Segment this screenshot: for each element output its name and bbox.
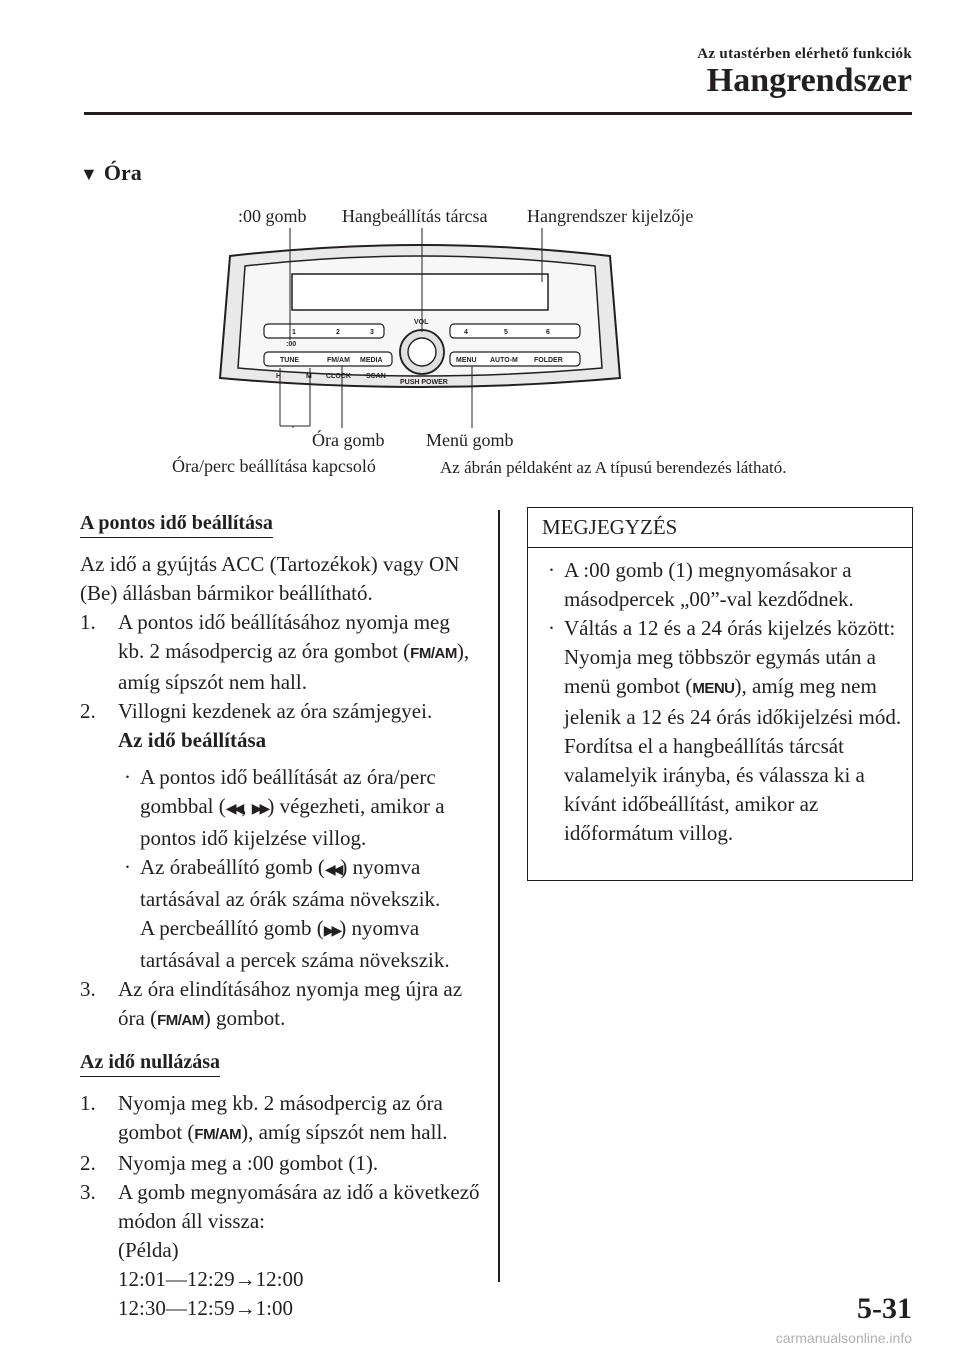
callout-display: Hangrendszer kijelzője: [527, 206, 694, 226]
panel-vol: VOL: [414, 319, 429, 326]
intro-paragraph: Az idő a gyújtás ACC (Tartozékok) vagy ON (Be) állásban bármikor beállítható.: [80, 552, 460, 605]
panel-preset-5: 5: [504, 329, 508, 336]
header-title: Hangrendszer: [706, 62, 912, 99]
panel-fmam: FM/AM: [327, 357, 350, 364]
note-box: [527, 507, 913, 881]
bullet-1: · A pontos idő beállítását az óra/perc gombbal (◀◀, ▶▶) végezheti, amikor a pontos idő kijelzése villog.: [124, 765, 445, 850]
panel-auto-m: AUTO-M: [490, 357, 518, 364]
panel-h: H: [276, 373, 282, 380]
note-body: [528, 548, 912, 848]
step-1: 1. A pontos idő beállításához nyomja meg kb. 2 másodpercig az óra gombot (FM/AM), amíg sípszót nem hall.: [80, 610, 470, 694]
callout-zero-button: :00 gomb: [238, 206, 307, 226]
panel-preset-6: 6: [546, 329, 550, 336]
callout-menu-button: Menü gomb: [426, 430, 514, 450]
menu-key-icon: MENU: [692, 680, 735, 697]
fmam-key-icon: FM/AM: [157, 1012, 204, 1029]
panel-zero-label: :00: [286, 341, 297, 348]
left-column: [80, 508, 480, 1323]
panel-scan: SCAN: [366, 373, 386, 380]
panel-preset-3: 3: [370, 329, 374, 336]
heading-reset-time: Az idő nullázása: [80, 1051, 220, 1077]
panel-tune: TUNE: [280, 357, 300, 364]
panel-display: [292, 274, 548, 310]
prev-icon: ◀◀: [324, 862, 341, 878]
next-icon: ▶▶: [323, 923, 340, 939]
panel-folder: FOLDER: [534, 357, 563, 364]
step-3: 3. Az óra elindításához nyomja meg újra az óra (FM/AM) gombot.: [80, 977, 463, 1030]
audio-panel-diagram: [200, 228, 640, 428]
step-2-bullets: [80, 763, 480, 975]
panel-clock: CLOCK: [326, 373, 351, 380]
heading-set-time: A pontos idő beállítása: [80, 512, 273, 538]
fmam-key-icon: FM/AM: [410, 645, 457, 662]
figure-caption: Az ábrán példaként az A típusú berendezés látható.: [440, 458, 787, 477]
panel-preset-2: 2: [336, 329, 340, 336]
callout-clock-button: Óra gomb: [312, 430, 385, 450]
panel-media: MEDIA: [360, 357, 383, 364]
header-rule: [84, 112, 912, 115]
panel-push-power: PUSH POWER: [400, 379, 448, 386]
watermark: carmanualsonline.info: [775, 1330, 912, 1346]
fmam-key-icon: FM/AM: [194, 1126, 242, 1143]
prev-icon: ◀◀: [225, 801, 242, 817]
reset-step-2: 2. Nyomja meg a :00 gombot (1).: [80, 1151, 379, 1175]
page-number: 5-31: [857, 1292, 912, 1325]
callout-hm-switch: Óra/perc beállítása kapcsoló: [172, 456, 376, 476]
triangle-marker-icon: ▼: [80, 164, 98, 184]
reset-step-1: 1. Nyomja meg kb. 2 másodpercig az óra gombot (FM/AM), amíg sípszót nem hall.: [80, 1091, 448, 1144]
next-icon: ▶▶: [251, 801, 268, 817]
panel-preset-1: 1: [292, 329, 296, 336]
step-2: 2. Villogni kezdenek az óra számjegyei. Az idő beállítása: [80, 699, 433, 752]
section-title-text: Óra: [103, 160, 142, 185]
panel-m: M: [306, 373, 312, 380]
note-title: MEGJEGYZÉS: [528, 508, 912, 548]
reset-step-3: 3. A gomb megnyomására az idő a következő módon áll vissza: (Példa) 12:01―12:29→12:00 12:30―12:59→1:00: [80, 1180, 480, 1320]
section-title: [80, 160, 142, 186]
panel-menu: MENU: [456, 357, 477, 364]
panel-preset-4: 4: [464, 329, 468, 336]
bullet-2: · Az órabeállító gomb (◀◀) nyomva tartásával az órák száma növekszik. A percbeállító gomb (▶▶) nyomva tartásával a percek száma növekszik.: [124, 855, 450, 972]
header-subtitle: Az utastérben elérhető funkciók: [697, 46, 912, 62]
callout-dial: Hangbeállítás tárcsa: [342, 206, 488, 226]
note-bullet-1: · A :00 gomb (1) megnyomásakor a másodpercek „00”-val kezdődnek.: [548, 558, 854, 611]
column-divider: [498, 510, 500, 1282]
note-bullet-2: · Váltás a 12 és a 24 órás kijelzés között: Nyomja meg többször egymás után a menü gombot (MENU), amíg meg nem jelenik a 12 és 24 órás időkijelzési mód. Fordítsa el a hangbeállítás tárcsát valamelyik irányba, és válassza ki a kívánt időbeállítást, amikor az időformátum villog.: [548, 616, 902, 845]
